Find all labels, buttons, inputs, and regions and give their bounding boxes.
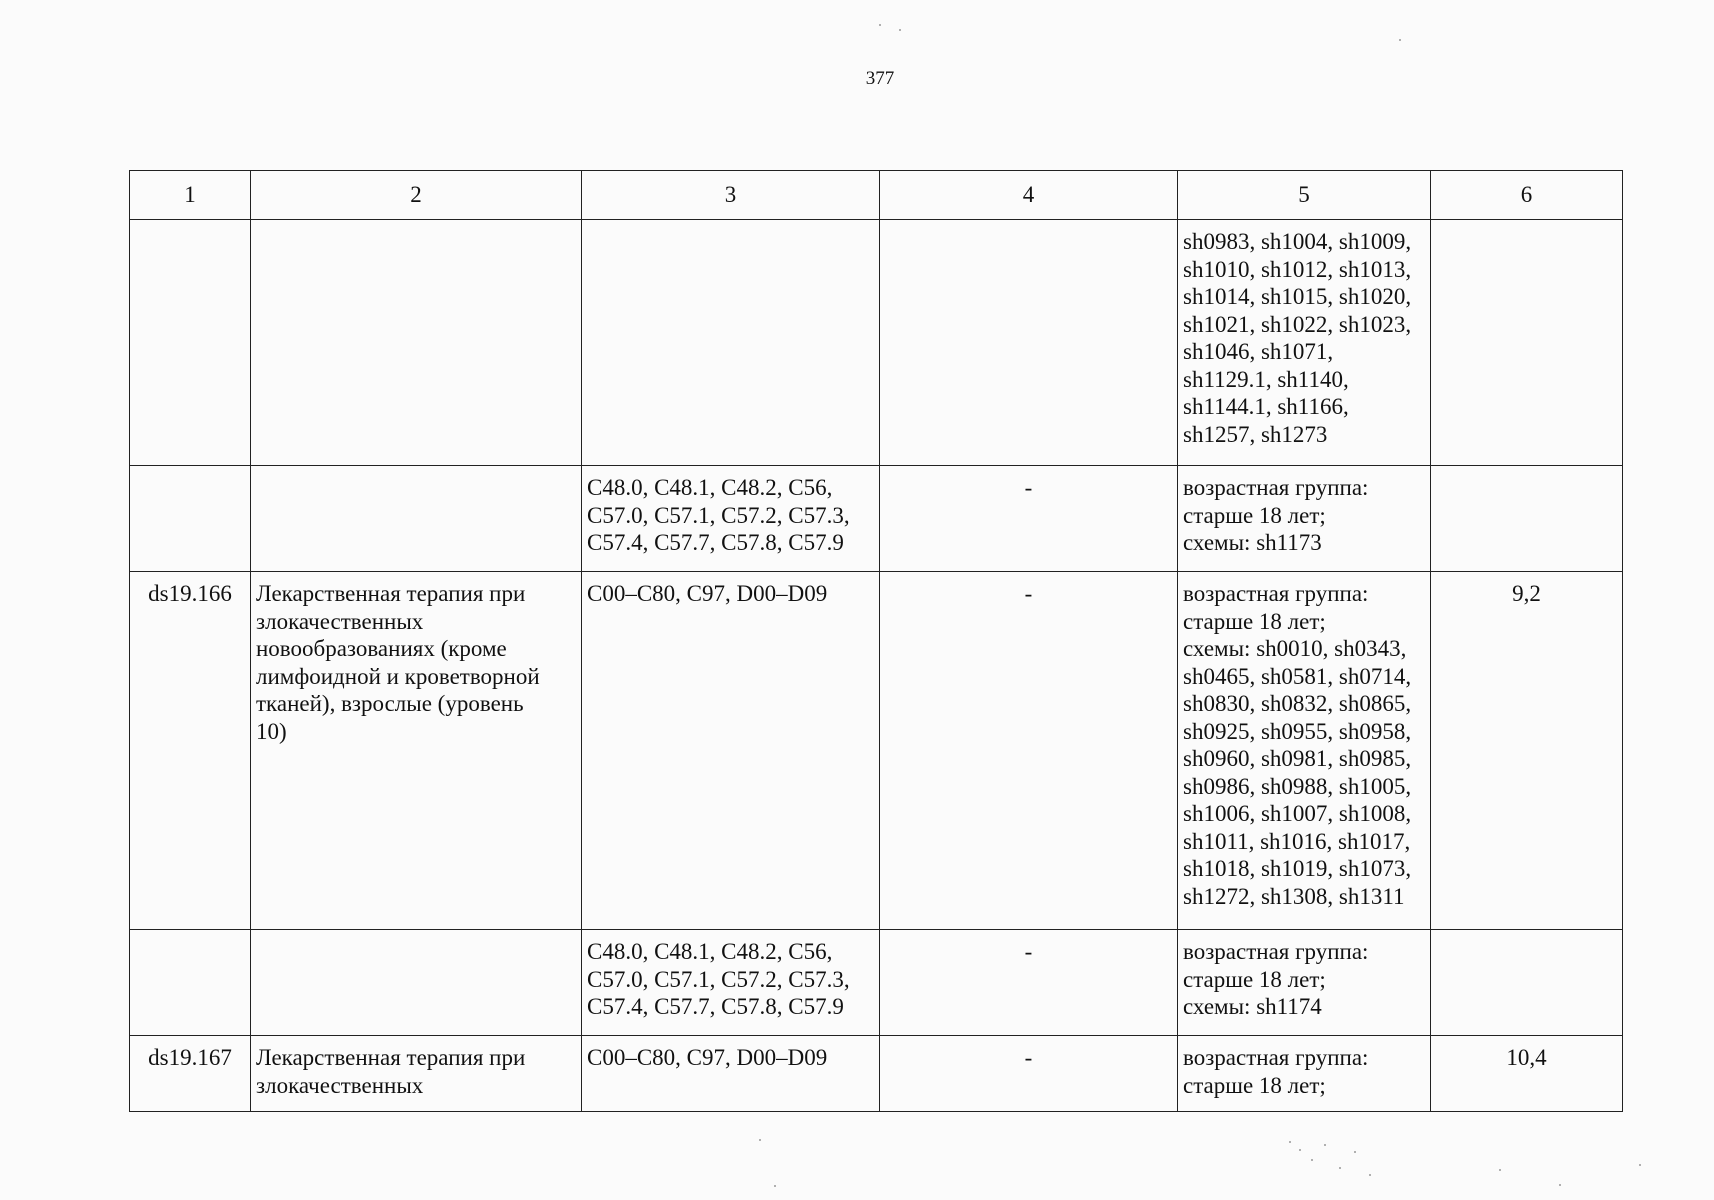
code-cell: ds19.166 [130,572,251,930]
criteria-cell: возрастная группа: старше 18 лет; схемы: sh0010, sh0343, sh0465, sh0581, sh0714, sh0830, sh0832, sh0865, sh0925, sh0955, sh0958, sh0960, sh0981, sh0985, sh0986, sh0988, sh1005, sh1006, sh1007, sh1008, sh1011, sh1016, sh1017, sh1018, sh1019, sh1073, sh1272, sh1308, sh1311 [1178,572,1431,930]
coef-cell: 9,2 [1431,572,1623,930]
extra-cell: - [880,466,1178,572]
table-header-row [130,171,1623,220]
extra-cell: - [880,1036,1178,1112]
table-row [130,1036,1623,1112]
code-cell [130,930,251,1036]
header-cell: 6 [1431,171,1623,220]
icd-cell: C48.0, C48.1, C48.2, C56, C57.0, C57.1, C57.2, C57.3, C57.4, C57.7, C57.8, C57.9 [582,466,880,572]
code-cell [130,466,251,572]
extra-cell: - [880,930,1178,1036]
table-row [130,930,1623,1036]
header-cell: 2 [251,171,582,220]
header-cell: 4 [880,171,1178,220]
coef-cell: 10,4 [1431,1036,1623,1112]
name-cell [251,466,582,572]
extra-cell: - [880,572,1178,930]
coef-cell [1431,930,1623,1036]
table-row [130,220,1623,466]
code-cell [130,220,251,466]
criteria-cell: возрастная группа: старше 18 лет; схемы: sh1173 [1178,466,1431,572]
table-row [130,466,1623,572]
extra-cell [880,220,1178,466]
criteria-cell: возрастная группа: старше 18 лет; схемы: sh1174 [1178,930,1431,1036]
icd-cell: C00–C80, C97, D00–D09 [582,572,880,930]
code-cell: ds19.167 [130,1036,251,1112]
name-cell: Лекарственная терапия при злокачественных новообразованиях (кроме лимфоидной и кроветворной тканей), взрослые (уровень 10) [251,572,582,930]
name-cell [251,220,582,466]
header-cell: 5 [1178,171,1431,220]
criteria-cell: возрастная группа: старше 18 лет; [1178,1036,1431,1112]
icd-cell [582,220,880,466]
name-cell: Лекарственная терапия при злокачественных [251,1036,582,1112]
coef-cell [1431,220,1623,466]
criteria-cell: sh0983, sh1004, sh1009, sh1010, sh1012, sh1013, sh1014, sh1015, sh1020, sh1021, sh1022, sh1023, sh1046, sh1071, sh1129.1, sh1140, sh1144.1, sh1166, sh1257, sh1273 [1178,220,1431,466]
coef-cell [1431,466,1623,572]
header-cell: 3 [582,171,880,220]
page-number: 377 [865,68,895,89]
icd-cell: C48.0, C48.1, C48.2, C56, C57.0, C57.1, C57.2, C57.3, C57.4, C57.7, C57.8, C57.9 [582,930,880,1036]
header-cell: 1 [130,171,251,220]
tariff-table [129,170,1623,1112]
table-row [130,572,1623,930]
name-cell [251,930,582,1036]
icd-cell: C00–C80, C97, D00–D09 [582,1036,880,1112]
